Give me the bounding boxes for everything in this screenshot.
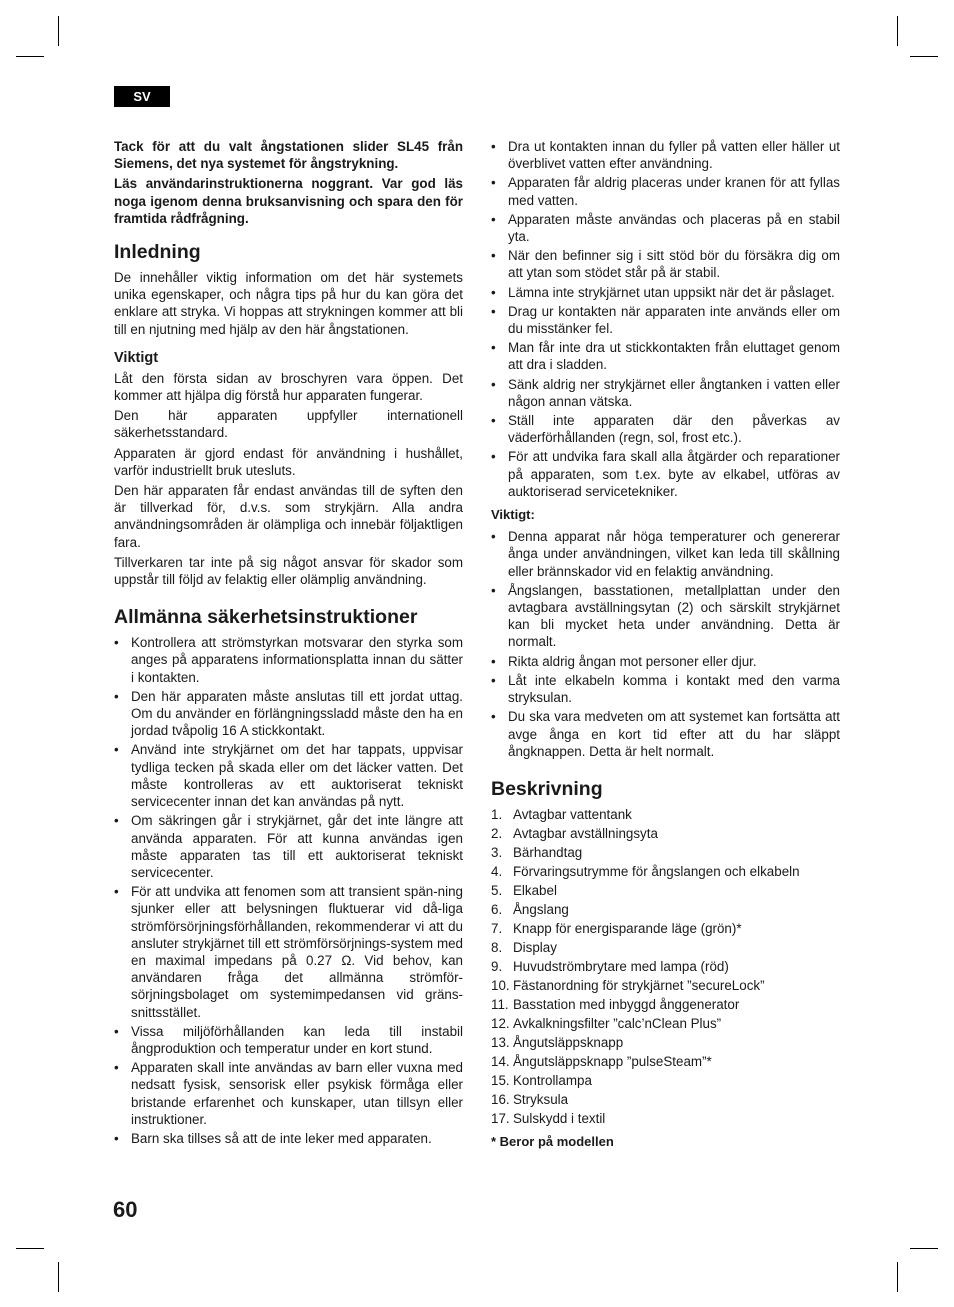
list-item: • Drag ur kontakten när apparaten inte används eller om du misstänker fel. [491,303,840,337]
safety-list [114,634,463,1147]
item-text: Bärhandtag [513,844,583,860]
list-item [491,939,840,956]
item-number: 9. [491,958,503,974]
list-item: • Om säkringen går i strykjärnet, går det inte längre att använda apparaten. För att kunna användas igen måste apparaten tas till ett auktoriserat tekniskt servicecenter. [114,812,463,881]
item-text: Avkalkningsfilter ”calc’nClean Plus” [513,1015,722,1031]
list-item [491,1091,840,1108]
viktigt-paragraph: Tillverkaren tar inte på sig något ansvar för skador som uppstår till följd av felaktig eller olämplig användning. [114,554,463,588]
list-item [491,863,840,880]
item-number: 10. [491,977,510,993]
viktigt-label: Viktigt: [491,507,535,523]
list-item: • Låt inte elkabeln komma i kontakt med den varma stryksulan. [491,672,840,706]
crop-mark [910,56,938,57]
list-item: • Barn ska tillses så att de inte leker med apparaten. [114,1130,463,1147]
item-number: 3. [491,844,503,860]
left-column [114,138,463,1149]
footnote: * Beror på modellen [491,1133,614,1149]
item-text: Ångutsläppsknapp [513,1034,624,1050]
list-item [491,844,840,861]
crop-mark [897,1262,898,1292]
viktigt-paragraph: Den här apparaten får endast användas till de syften den är tillverkad för, d.v.s. som strykjärn. Alla andra användningsområden är olämpliga och innebär följaktligen fara. [114,483,463,550]
list-item: • Den här apparaten måste anslutas till ett jordat uttag. Om du använder en förlängningssladd måste den ha en jordad tvåpolig 16 A stickkontakt. [114,688,463,740]
list-item: • Vissa miljöförhållanden kan leda till instabil ångproduktion och temperatur under en kort stund. [114,1023,463,1057]
page-number: 60 [113,1197,138,1222]
list-item: • Apparaten får aldrig placeras under kranen för att fyllas med vatten. [491,174,840,208]
item-text: Display [513,939,557,955]
crop-mark [16,56,44,57]
list-item: • Dra ut kontakten innan du fyller på vatten eller häller ut överblivet vatten efter användning. [491,138,840,172]
item-text: Ångslang [513,901,569,917]
list-item [491,977,840,994]
list-item: • För att undvika att fenomen som att transient spän-ning sjunker eller att belysningen fluktuerar vid då-liga strömförsörjningsförhållanden, rekommenderar vi att du ansluter strykjärnet till ett strömförsörjnings-system med en maximal impedans på 0.27 Ω. Vid behov, kan användaren fråga det allmänna strömför-sörjningsbolaget om systemimpedansen vid gräns-snittsstället. [114,883,463,1021]
item-text: Knapp för energisparande läge (grön)* [513,920,742,936]
section-heading-inledning: Inledning [114,241,201,264]
section-heading-beskrivning: Beskrivning [491,777,603,800]
list-item [491,825,840,842]
crop-mark [58,1262,59,1292]
parts-list [491,806,840,1127]
list-item [491,882,840,899]
language-tab: SV [114,86,170,107]
viktigt-paragraph: Låt den första sidan av broschyren vara öppen. Det kommer att hjälpa dig förstå hur apparaten fungerar. [114,370,463,404]
warning-list [491,528,840,760]
viktigt-paragraph: Apparaten är gjord endast för användning i hushållet, varför industriellt bruk utesluts. [114,445,463,478]
item-number: 13. [491,1034,510,1050]
list-item: • Denna apparat når höga temperaturer och genererar ånga under användningen, vilket kan leda till skållning eller brännskador vid en felaktig användning. [491,528,840,580]
item-text: Elkabel [513,882,557,898]
list-item: • Kontrollera att strömstyrkan motsvarar den styrka som anges på apparatens informationsplatta innan du sätter i kontakten. [114,634,463,686]
list-item: • Ställ inte apparaten där den påverkas av väderförhållanden (regn, sol, frost etc.). [491,412,840,446]
list-item: • Använd inte strykjärnet om det har tappats, uppvisar tydliga tecken på skada eller om det läcker vatten. Det måste kontrolleras av ett auktoriserat tekniskt servicecenter innan det kan användas på nytt. [114,741,463,810]
item-text: Avtagbar vattentank [513,806,632,822]
list-item [491,996,840,1013]
list-item [491,958,840,975]
right-column [491,138,840,1150]
item-number: 15. [491,1072,510,1088]
item-text: Förvaringsutrymme för ångslangen och elkabeln [513,863,800,879]
item-text: Basstation med inbyggd ånggenerator [513,996,740,1012]
list-item [491,1110,840,1127]
item-text: Fästanordning för strykjärnet ”secureLock” [513,977,765,993]
list-item: • Sänk aldrig ner strykjärnet eller ångtanken i vatten eller någon annan vätska. [491,376,840,410]
list-item [491,901,840,918]
item-number: 7. [491,920,503,936]
list-item: • Apparaten måste användas och placeras på en stabil yta. [491,211,840,245]
list-item: • Man får inte dra ut stickkontakten från eluttaget genom att dra i sladden. [491,339,840,373]
crop-mark [910,1248,938,1249]
section-heading-safety: Allmänna säkerhetsinstruktioner [114,606,418,629]
list-item [491,1034,840,1051]
item-number: 2. [491,825,503,841]
item-text: Sulskydd i textil [513,1110,606,1126]
item-text: Stryksula [513,1091,569,1107]
list-item: • När den befinner sig i sitt stöd bör du försäkra dig om att ytan som stödet står på är stabil. [491,247,840,281]
safety-list-continued [491,138,840,500]
item-number: 1. [491,806,503,822]
item-number: 17. [491,1110,510,1126]
item-number: 5. [491,882,503,898]
item-text: Huvudströmbrytare med lampa (röd) [513,958,729,974]
crop-mark [58,16,59,46]
item-number: 14. [491,1053,510,1069]
viktigt-paragraph: Den här apparaten uppfyller internationell säkerhetsstandard. [114,408,463,441]
intro-paragraph: Tack för att du valt ångstationen slider SL45 från Siemens, det nya systemet för ångstrykning. [114,139,463,172]
list-item: • Lämna inte strykjärnet utan uppsikt när det är påslaget. [491,284,840,301]
list-item: • Ångslangen, basstationen, metallplattan under den avtagbara avställningsytan (2) och särskilt strykjärnet kan bli mycket heta under användning. Detta är normalt. [491,582,840,651]
list-item: • Du ska vara medveten om att systemet kan fortsätta att avge ånga en kort tid efter att du har släppt ångknappen. Detta är helt normalt. [491,708,840,760]
section-heading-viktigt: Viktigt [114,349,159,366]
list-item: • För att undvika fara skall alla åtgärder och reparationer på apparaten, som t.ex. byte av elkabel, utföras av auktoriserad servicetekniker. [491,448,840,500]
item-number: 12. [491,1015,510,1031]
list-item: • Apparaten skall inte användas av barn eller vuxna med nedsatt fysisk, sensorisk eller psykisk förmåga eller bristande erfarenhet och kunskaper, utan tillsyn eller instruktioner. [114,1059,463,1128]
inledning-text: De innehåller viktig information om det här systemets unika egenskaper, och några tips på hur du kan göra det enklare att stryka. Vi hoppas att strykningen kommer att bli till en njutning med hjälp av den här ångstationen. [114,270,463,337]
item-number: 11. [491,996,509,1012]
crop-mark [16,1248,44,1249]
intro-paragraph: Läs användarinstruktionerna noggrant. Var god läs noga igenom denna bruksanvisning och spara den för framtida rådfrågning. [114,176,463,226]
list-item [491,1015,840,1032]
list-item [491,920,840,937]
item-number: 8. [491,939,503,955]
item-text: Avtagbar avställningsyta [513,825,658,841]
item-text: Kontrollampa [513,1072,592,1088]
item-number: 16. [491,1091,510,1107]
item-text: Ångutsläppsknapp ”pulseSteam”* [513,1053,712,1069]
list-item [491,806,840,823]
item-number: 6. [491,901,503,917]
list-item [491,1072,840,1089]
list-item [491,1053,840,1070]
list-item: • Rikta aldrig ångan mot personer eller djur. [491,653,840,670]
item-number: 4. [491,863,503,879]
crop-mark [897,16,898,46]
